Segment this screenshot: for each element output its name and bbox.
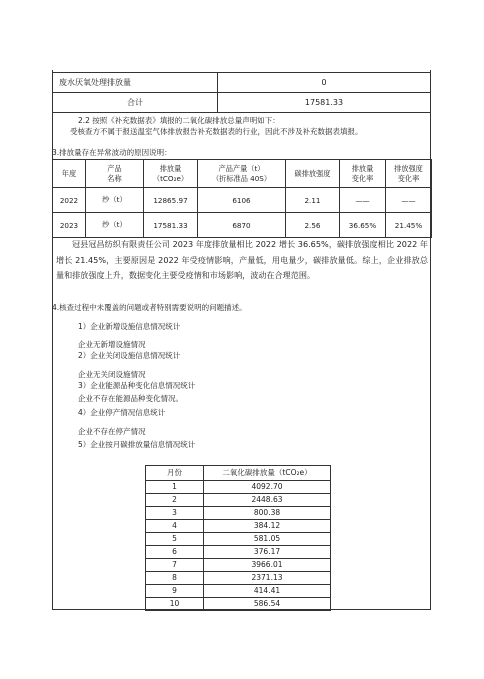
table-row — [146, 494, 331, 507]
col-header-monthly-emission: 二氧化碳排放量（tCO₂e） — [204, 466, 331, 481]
table-header-row — [53, 160, 432, 188]
emission-cell: 2448.63 — [204, 494, 331, 507]
analysis-paragraph: 冠县冠昌纺织有限责任公司 2023 年度排放量相比 2022 增长 36.65%，碳排放强度相比 2022 年增长 21.45%，主要原因是 2022 年受疫情影响，产量低，用电量少，碳排放量低。综上，企业排放总量和排放强度上升，数据变化主要受疫情和市场影响，波动在合理范围。 — [56, 239, 428, 280]
month-cell: 7 — [146, 559, 204, 572]
emission-cell: 800.38 — [204, 507, 331, 520]
emission-cell: 3966.01 — [204, 559, 331, 572]
col-header-intensity: 碳排放强度 — [286, 160, 340, 188]
emission-cell: 581.05 — [204, 533, 331, 546]
emission-cell: 414.41 — [204, 585, 331, 598]
month-cell: 1 — [146, 481, 204, 494]
section-2-2-text: 受核查方不属于报送温室气体排放报告补充数据表的行业，因此不涉及补充数据表填报。 — [70, 127, 363, 136]
month-cell: 2 — [146, 494, 204, 507]
summary-table — [52, 72, 431, 113]
table-row — [53, 93, 431, 113]
item-content: 企业无新增设施情况 — [78, 340, 146, 349]
month-cell: 3 — [146, 507, 204, 520]
summary-total-label: 合计 — [53, 93, 218, 113]
table-row — [146, 533, 331, 546]
month-cell: 9 — [146, 585, 204, 598]
cell: 17581.33 — [144, 213, 198, 238]
table-row — [53, 73, 431, 93]
col-header-emission-change: 排放量 变化率 — [340, 160, 386, 188]
table-row — [146, 546, 331, 559]
table-row — [146, 572, 331, 585]
emission-cell: 384.12 — [204, 520, 331, 533]
month-cell: 4 — [146, 520, 204, 533]
table-row — [146, 559, 331, 572]
cell: 12865.97 — [144, 188, 198, 213]
item-title: 1）企业新增设施信息情况统计 — [78, 322, 181, 331]
col-header-year: 年度 — [53, 160, 86, 188]
section-3-heading: 3.排放量存在异常波动的原因说明： — [52, 148, 172, 157]
emission-cell: 376.17 — [204, 546, 331, 559]
cell: 纱（t） — [86, 213, 144, 238]
item-title: 3）企业能源品种变化信息情况统计 — [78, 381, 196, 390]
emission-analysis-table — [52, 159, 432, 238]
table-row — [146, 481, 331, 494]
section-4-heading: 4.核查过程中未覆盖的问题或者特别需要说明的问题描述。 — [52, 303, 247, 312]
table-row — [146, 598, 331, 611]
month-cell: 10 — [146, 598, 204, 611]
item-content: 企业不存在能源品种变化情况。 — [78, 394, 183, 403]
cell: 2022 — [53, 188, 86, 213]
table-row — [146, 520, 331, 533]
month-cell: 6 — [146, 546, 204, 559]
col-header-product: 产品 名称 — [86, 160, 144, 188]
table-row — [53, 188, 432, 213]
col-header-emission: 排放量 （tCO₂e） — [144, 160, 198, 188]
cell: 2.56 — [286, 213, 340, 238]
summary-value: 0 — [218, 73, 431, 93]
summary-total-value: 17581.33 — [218, 93, 431, 113]
cell: —— — [340, 188, 386, 213]
emission-cell: 4092.70 — [204, 481, 331, 494]
month-cell: 8 — [146, 572, 204, 585]
cell: 2.11 — [286, 188, 340, 213]
cell: 36.65% — [340, 213, 386, 238]
section-2-2-heading: 2.2 按照《补充数据表》填报的二氧化碳排放总量声明如下： — [78, 116, 280, 125]
cell: 6870 — [198, 213, 286, 238]
month-cell: 5 — [146, 533, 204, 546]
cell: 21.45% — [386, 213, 432, 238]
col-header-intensity-change: 排放强度 变化率 — [386, 160, 432, 188]
table-row — [146, 585, 331, 598]
item-content: 企业不存在停产情况 — [78, 427, 146, 436]
item-title: 5）企业按月碳排放量信息情况统计 — [78, 440, 196, 449]
table-row — [146, 507, 331, 520]
cell: 6106 — [198, 188, 286, 213]
cell: —— — [386, 188, 432, 213]
cell: 纱（t） — [86, 188, 144, 213]
emission-cell: 586.54 — [204, 598, 331, 611]
item-title: 4）企业停产情况信息统计 — [78, 408, 166, 417]
summary-label: 废水厌氧处理排放量 — [53, 73, 218, 93]
col-header-month: 月份 — [146, 466, 204, 481]
cell: 2023 — [53, 213, 86, 238]
emission-cell: 2371.13 — [204, 572, 331, 585]
item-content: 企业无关闭设施情况 — [78, 370, 146, 379]
table-header-row — [146, 466, 331, 481]
col-header-output: 产品产量（t） （折标准品 40S） — [198, 160, 286, 188]
table-row — [53, 213, 432, 238]
monthly-emission-table — [145, 465, 331, 611]
item-title: 2）企业关闭设施信息情况统计 — [78, 351, 181, 360]
